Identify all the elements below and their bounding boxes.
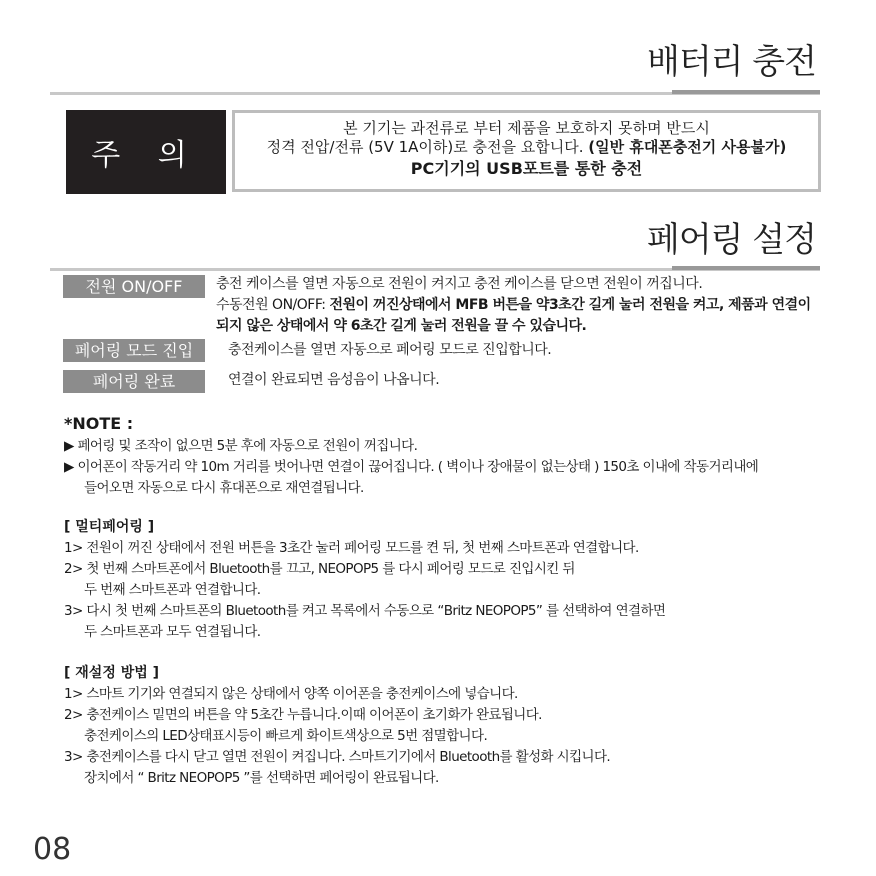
power-desc-line-1: 충전 케이스를 열면 자동으로 전원이 켜지고 충전 케이스를 닫으면 전원이 꺼집니다.: [216, 276, 703, 292]
page-number: 08: [33, 832, 72, 867]
power-desc-line-3: 되지 않은 상태에서 약 6초간 길게 눌러 전원을 끌 수 있습니다.: [216, 318, 587, 334]
multi-line-3: 두 번째 스마트폰과 연결합니다.: [84, 582, 261, 598]
multi-line-1: 1> 전원이 꺼진 상태에서 전원 버튼을 3초간 눌러 페어링 모드를 켠 뒤, 첫 번째 스마트폰과 연결합니다.: [64, 540, 639, 556]
caution-frame: [232, 110, 821, 192]
multi-pairing-heading: [ 멀티페어링 ]: [64, 519, 155, 535]
multi-line-4: 3> 다시 첫 번째 스마트폰의 Bluetooth를 켜고 목록에서 수동으로 “Britz NEOPOP5” 를 선택하여 연결하면: [64, 603, 666, 619]
section2-underline: [672, 266, 820, 270]
caution-line-2: [235, 138, 818, 157]
note-line-1: ▶ 페어링 및 조작이 없으면 5분 후에 자동으로 전원이 꺼집니다.: [64, 438, 418, 454]
pairing-setup-title: 페어링 설정: [646, 220, 816, 260]
reset-line-2: 2> 충전케이스 밑면의 버튼을 약 5초간 누릅니다.이때 이어폰이 초기화가 완료됩니다.: [64, 707, 542, 723]
caution-line-3: PC기기의 USB포트를 통한 충전: [410, 159, 643, 178]
note-line-2: ▶ 이어폰이 작동거리 약 10m 거리를 벗어나면 연결이 끊어집니다. ( 벽이나 장애물이 없는상태 ) 150초 이내에 작동거리내에: [64, 459, 759, 475]
caution-label-box: [66, 110, 226, 194]
pairing-done-desc: 연결이 완료되면 음성음이 나옵니다.: [228, 372, 440, 388]
pairing-mode-desc: 충전케이스를 열면 자동으로 페어링 모드로 진입합니다.: [228, 342, 552, 358]
reset-line-5: 장치에서 “ Britz NEOPOP5 ”를 선택하면 페어링이 완료됩니다.: [84, 770, 439, 786]
power-desc-line-2: [216, 295, 811, 316]
reset-line-3: 충전케이스의 LED상태표시등이 빠르게 화이트색상으로 5번 점멸합니다.: [84, 728, 488, 744]
power-onoff-label: 전원 ON/OFF: [63, 275, 205, 298]
multi-line-5: 두 스마트폰과 모두 연결됩니다.: [84, 624, 261, 640]
note-heading: *NOTE :: [64, 414, 134, 433]
note-line-3: 들어오면 자동으로 다시 휴대폰으로 재연결됩니다.: [84, 480, 364, 496]
caution-line-1: 본 기기는 과전류로 부터 제품을 보호하지 못하며 반드시: [343, 119, 710, 137]
reset-line-4: 3> 충전케이스를 다시 닫고 열면 전원이 켜집니다. 스마트기기에서 Bluetooth를 활성화 시킵니다.: [64, 749, 611, 765]
power-desc-line-2-bold: 전원이 꺼진상태에서 MFB 버튼을 약3초간 길게 눌러 전원을 켜고, 제품과 연결이: [329, 297, 811, 313]
battery-charging-title: 배터리 충전: [646, 42, 816, 82]
pairing-done-label: 페어링 완료: [63, 370, 205, 393]
caution-line-2-bold: (일반 휴대폰충전기 사용불가): [588, 138, 787, 156]
title-underline: [672, 90, 820, 94]
power-desc-line-2-normal: 수동전원 ON/OFF:: [216, 297, 330, 313]
reset-line-1: 1> 스마트 기기와 연결되지 않은 상태에서 양쪽 이어폰을 충전케이스에 넣습니다.: [64, 686, 518, 702]
multi-line-2: 2> 첫 번째 스마트폰에서 Bluetooth를 끄고, NEOPOP5 를 다시 페어링 모드로 진입시킨 뒤: [64, 561, 575, 577]
pairing-mode-label: 페어링 모드 진입: [63, 339, 205, 362]
caution-label: 주 의: [91, 138, 201, 173]
reset-heading: [ 재설정 방법 ]: [64, 665, 160, 681]
caution-line-2-normal: 정격 전압/전류 (5V 1A이하)로 충전을 요합니다.: [266, 138, 589, 156]
